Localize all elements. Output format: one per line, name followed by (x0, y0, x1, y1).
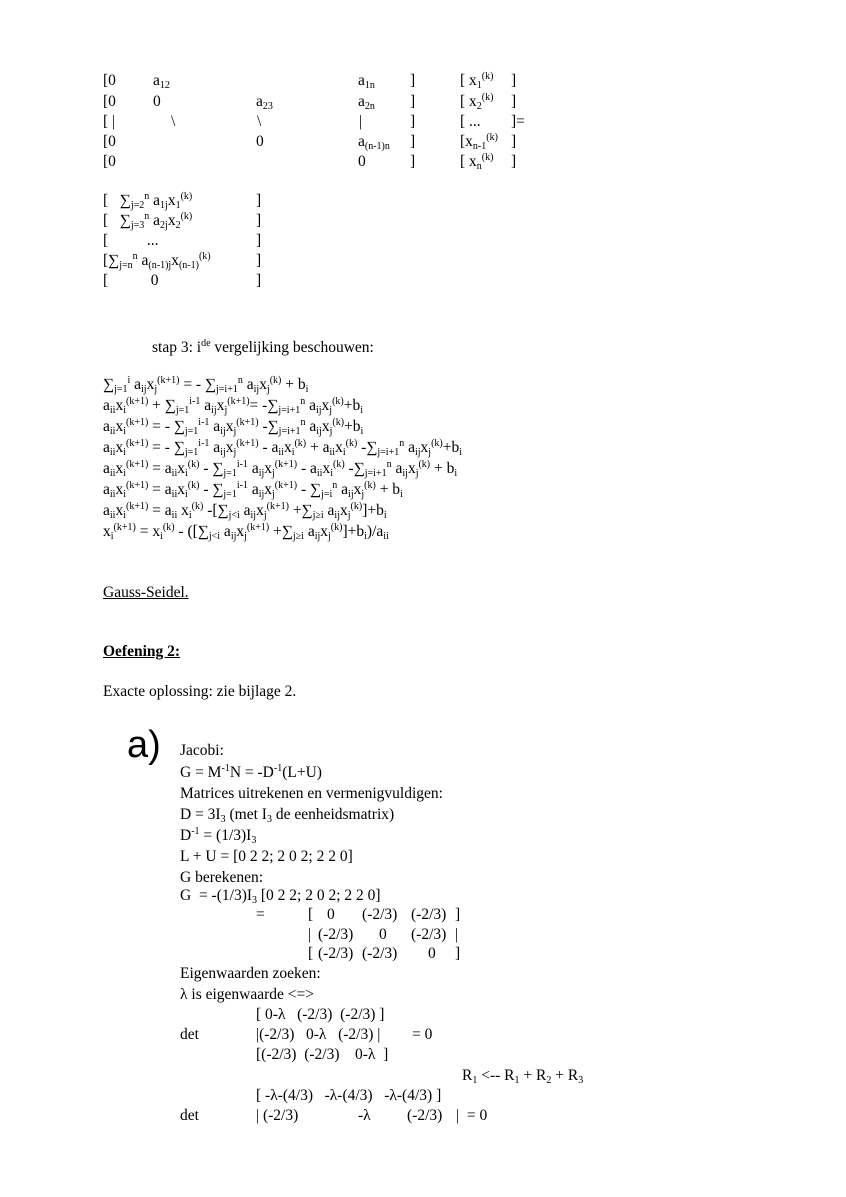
det2-row-2-a: | (-2/3) (256, 1107, 299, 1124)
row-operation: $R_1$ <-- $R_1 + R_2 + R_3$ (462, 1067, 584, 1086)
matrix-row-5-col1: [0 (103, 153, 116, 170)
equation-line: $a_{ii}x_i^{(k+1)} + \sum_{j=1}^{i-1}$ $a_{ij}x_j^{(k+1)}= -\sum_{j=i+1}^n$ $a_{ij}x_j^{(k)}+b_i$ (103, 396, 364, 416)
sum-row-5-close: ] (256, 272, 262, 289)
matrix-row-1-col1: [0 (103, 72, 116, 89)
equation-line: $a_{ii}x_i^{(k+1)} = a_{ii}x_i^{(k)} - \sum_{j=1}^{i-1}$ $a_{ij}x_j^{(k+1)} - a_{ii}x_i^{(k)}$ $-\sum_{j=i+1}^n$ $a_{ij}x_j^{(k)} + b_i$ (103, 459, 458, 479)
g-matrix-cell: 0 (428, 945, 436, 962)
matrix-row-1-col5: ] (410, 72, 416, 89)
g-matrix-cell: 0 (327, 906, 335, 923)
g-matrix-bracket: ] (455, 945, 461, 962)
matrix-row-4-col1: [0 (103, 133, 116, 150)
g-line: $G = -(1/3)I_3$ [0 2 2; 2 0 2; 2 2 0] (180, 887, 381, 906)
eigen-zoeken-text: Eigenwaarden zoeken: (180, 965, 321, 982)
matrix-row-3-col4: | (359, 113, 363, 130)
sum-row-2: [ $\sum_{j=3}^n$ $a_{2j}x_2^{(k)}$ (103, 211, 193, 231)
matrix-row-2-col3: $a_{23}$ (256, 93, 273, 112)
vector-row-5: [ $x_n^{(k)}$ (460, 152, 494, 172)
sum-row-4: [$\sum_{j=n}^n$ $a_{(n-1)j}x_{(n-1)}^{(k)}$ (103, 251, 211, 271)
matrices-text: Matrices uitrekenen en vermenigvuldigen: (180, 785, 443, 802)
matrix-row-2-col5: ] (410, 93, 416, 110)
equals-sign: = (516, 113, 525, 130)
det2-label: det (180, 1107, 199, 1124)
sum-row-3-close: ] (256, 232, 262, 249)
lambda-line: λ is eigenwaarde <=> (180, 986, 315, 1003)
jacobi-heading: Jacobi: (180, 742, 224, 759)
equation-line: $a_{ii}x_i^{(k+1)}$ = - $\sum_{j=1}^{i-1}$ $a_{ij}x_j^{(k+1)} - a_{ii}x_i^{(k)} + a_{ii}x_i^{(k)}$ $-\sum_{j=i+1}^n$ $a_{ij}x_j^{(k)}+b_i$ (103, 438, 463, 458)
det1-row-3: [(-2/3) (-2/3) 0-λ ] (256, 1046, 389, 1063)
sum-row-1: [ $\sum_{j=2}^n$ $a_{1j}x_1^{(k)}$ (103, 191, 193, 211)
vector-row-3-close: ]= (511, 113, 525, 130)
d-line: $D = 3I_3$ (met $I_3$ de eenheidsmatrix) (180, 806, 395, 825)
matrix-row-2-col4: $a_{2n}$ (358, 93, 375, 112)
g-matrix-cell: 0 (379, 926, 387, 943)
det2-row-1: [ -λ-(4/3) -λ-(4/3) -λ-(4/3) ] (256, 1087, 442, 1104)
vector-row-4-close: ] (511, 133, 517, 150)
matrix-row-2-col2: 0 (153, 93, 161, 110)
det2-row-2-c: (-2/3) (407, 1107, 443, 1124)
vector-row-2-close: ] (511, 93, 517, 110)
det1-row-2: |(-2/3) 0-λ (-2/3) | (256, 1026, 381, 1043)
sum-row-4-close: ] (256, 252, 262, 269)
matrix-row-4-col4: $a_{(n-1)n}$ (358, 133, 390, 152)
g-matrix-cell: (-2/3) (411, 906, 447, 923)
vector-row-4: [$x_{n-1}^{(k)}$ (460, 132, 498, 152)
vector-row-2: [ $x_2^{(k)}$ (460, 92, 494, 112)
vector-row-3: [ ... (460, 113, 481, 130)
g-matrix-bracket: | (455, 926, 459, 943)
matrix-row-5-col5: ] (410, 153, 416, 170)
sum-row-1-close: ] (256, 192, 262, 209)
g-matrix-cell: (-2/3) (318, 945, 354, 962)
vector-row-5-close: ] (511, 153, 517, 170)
g-formula: $G = M^{-1}N = -D^{-1}(L+U)$ (180, 763, 322, 781)
g-matrix-bracket: [ (308, 906, 314, 923)
matrix-row-4-col5: ] (410, 133, 416, 150)
matrix-row-1-col4: $a_{1n}$ (358, 72, 375, 91)
matrix-row-3-col2: \ (171, 113, 176, 130)
matrix-row-2-col1: [0 (103, 93, 116, 110)
det2-row-2-b: -λ (358, 1107, 371, 1124)
g-matrix-bracket: [ (308, 945, 314, 962)
sum-row-3: [ ... (103, 232, 159, 249)
exacte-oplossing-text: Exacte oplossing: zie bijlage 2. (103, 683, 297, 700)
g-matrix-cell: (-2/3) (318, 926, 354, 943)
part-a-label: a) (127, 724, 161, 766)
det1-label: det (180, 1026, 199, 1043)
stap3-heading: stap 3: $i^{de}$ vergelijking beschouwen: (152, 338, 374, 356)
g-matrix-bracket: ] (455, 906, 461, 923)
matrix-row-5-col4: 0 (358, 153, 366, 170)
equation-line: $\sum_{j=1}^i$ $a_{ij}x_j^{(k+1)}$ = - $\sum_{j=i+1}^n$ $a_{ij}x_j^{(k)} + b_i$ (103, 375, 309, 395)
g-matrix-bracket: | (308, 926, 312, 943)
matrix-row-4-col3: 0 (256, 133, 264, 150)
oefening-heading: Oefening 2: (103, 643, 181, 660)
matrix-row-3-col5: ] (410, 113, 416, 130)
vector-row-1-close: ] (511, 72, 517, 89)
g-matrix-cell: (-2/3) (362, 906, 398, 923)
equation-line: $x_i^{(k+1)} = x_i^{(k)} - ([\sum_{j<i}$ $a_{ij}x_j^{(k+1)} +\sum_{j\ge i}$ $a_{ij}x_j^{(k)}]+b_i)/a_{ii}$ (103, 522, 389, 542)
g-matrix-cell: (-2/3) (411, 926, 447, 943)
sum-row-2-close: ] (256, 212, 262, 229)
equation-line: $a_{ii}x_i^{(k+1)} = a_{ii}x_i^{(k)} - \sum_{j=1}^{i-1}$ $a_{ij}x_j^{(k+1)} - \sum_{j=i}^n$ $a_{ij}x_j^{(k)} + b_i$ (103, 480, 403, 500)
equation-line: $a_{ii}x_i^{(k+1)} = a_{ii}$ $x_i^{(k)}$ $-[\sum_{j<i}$ $a_{ij}x_j^{(k+1)} +\sum_{j\ge i}$ $a_{ij}x_j^{(k)}]+b_i$ (103, 501, 387, 521)
gauss-seidel-heading: Gauss-Seidel. (103, 584, 189, 601)
det1-row-1: [ 0-λ (-2/3) (-2/3) ] (256, 1006, 385, 1023)
equation-line: $a_{ii}x_i^{(k+1)}$ = - $\sum_{j=1}^{i-1}$ $a_{ij}x_j^{(k+1)}$ $-\sum_{j=i+1}^n$ $a_{ij}x_j^{(k)}+b_i$ (103, 417, 364, 437)
matrix-row-1-col2: $a_{12}$ (153, 72, 170, 91)
g-berekenen-text: G berekenen: (180, 869, 264, 886)
det1-equals: = 0 (412, 1026, 433, 1043)
det2-row-2-d: | = 0 (456, 1107, 488, 1124)
g-equals: = (256, 906, 265, 923)
g-matrix-cell: (-2/3) (362, 945, 398, 962)
dinv-line: $D^{-1} = (1/3)I_3$ (180, 826, 257, 846)
sum-row-5: [ 0 (103, 272, 159, 289)
lu-line: L + U = [0 2 2; 2 0 2; 2 2 0] (180, 848, 353, 865)
matrix-row-3-col3: \ (257, 113, 262, 130)
matrix-row-3-col1: [ | (103, 113, 116, 130)
vector-row-1: [ $x_1^{(k)}$ (460, 71, 494, 91)
